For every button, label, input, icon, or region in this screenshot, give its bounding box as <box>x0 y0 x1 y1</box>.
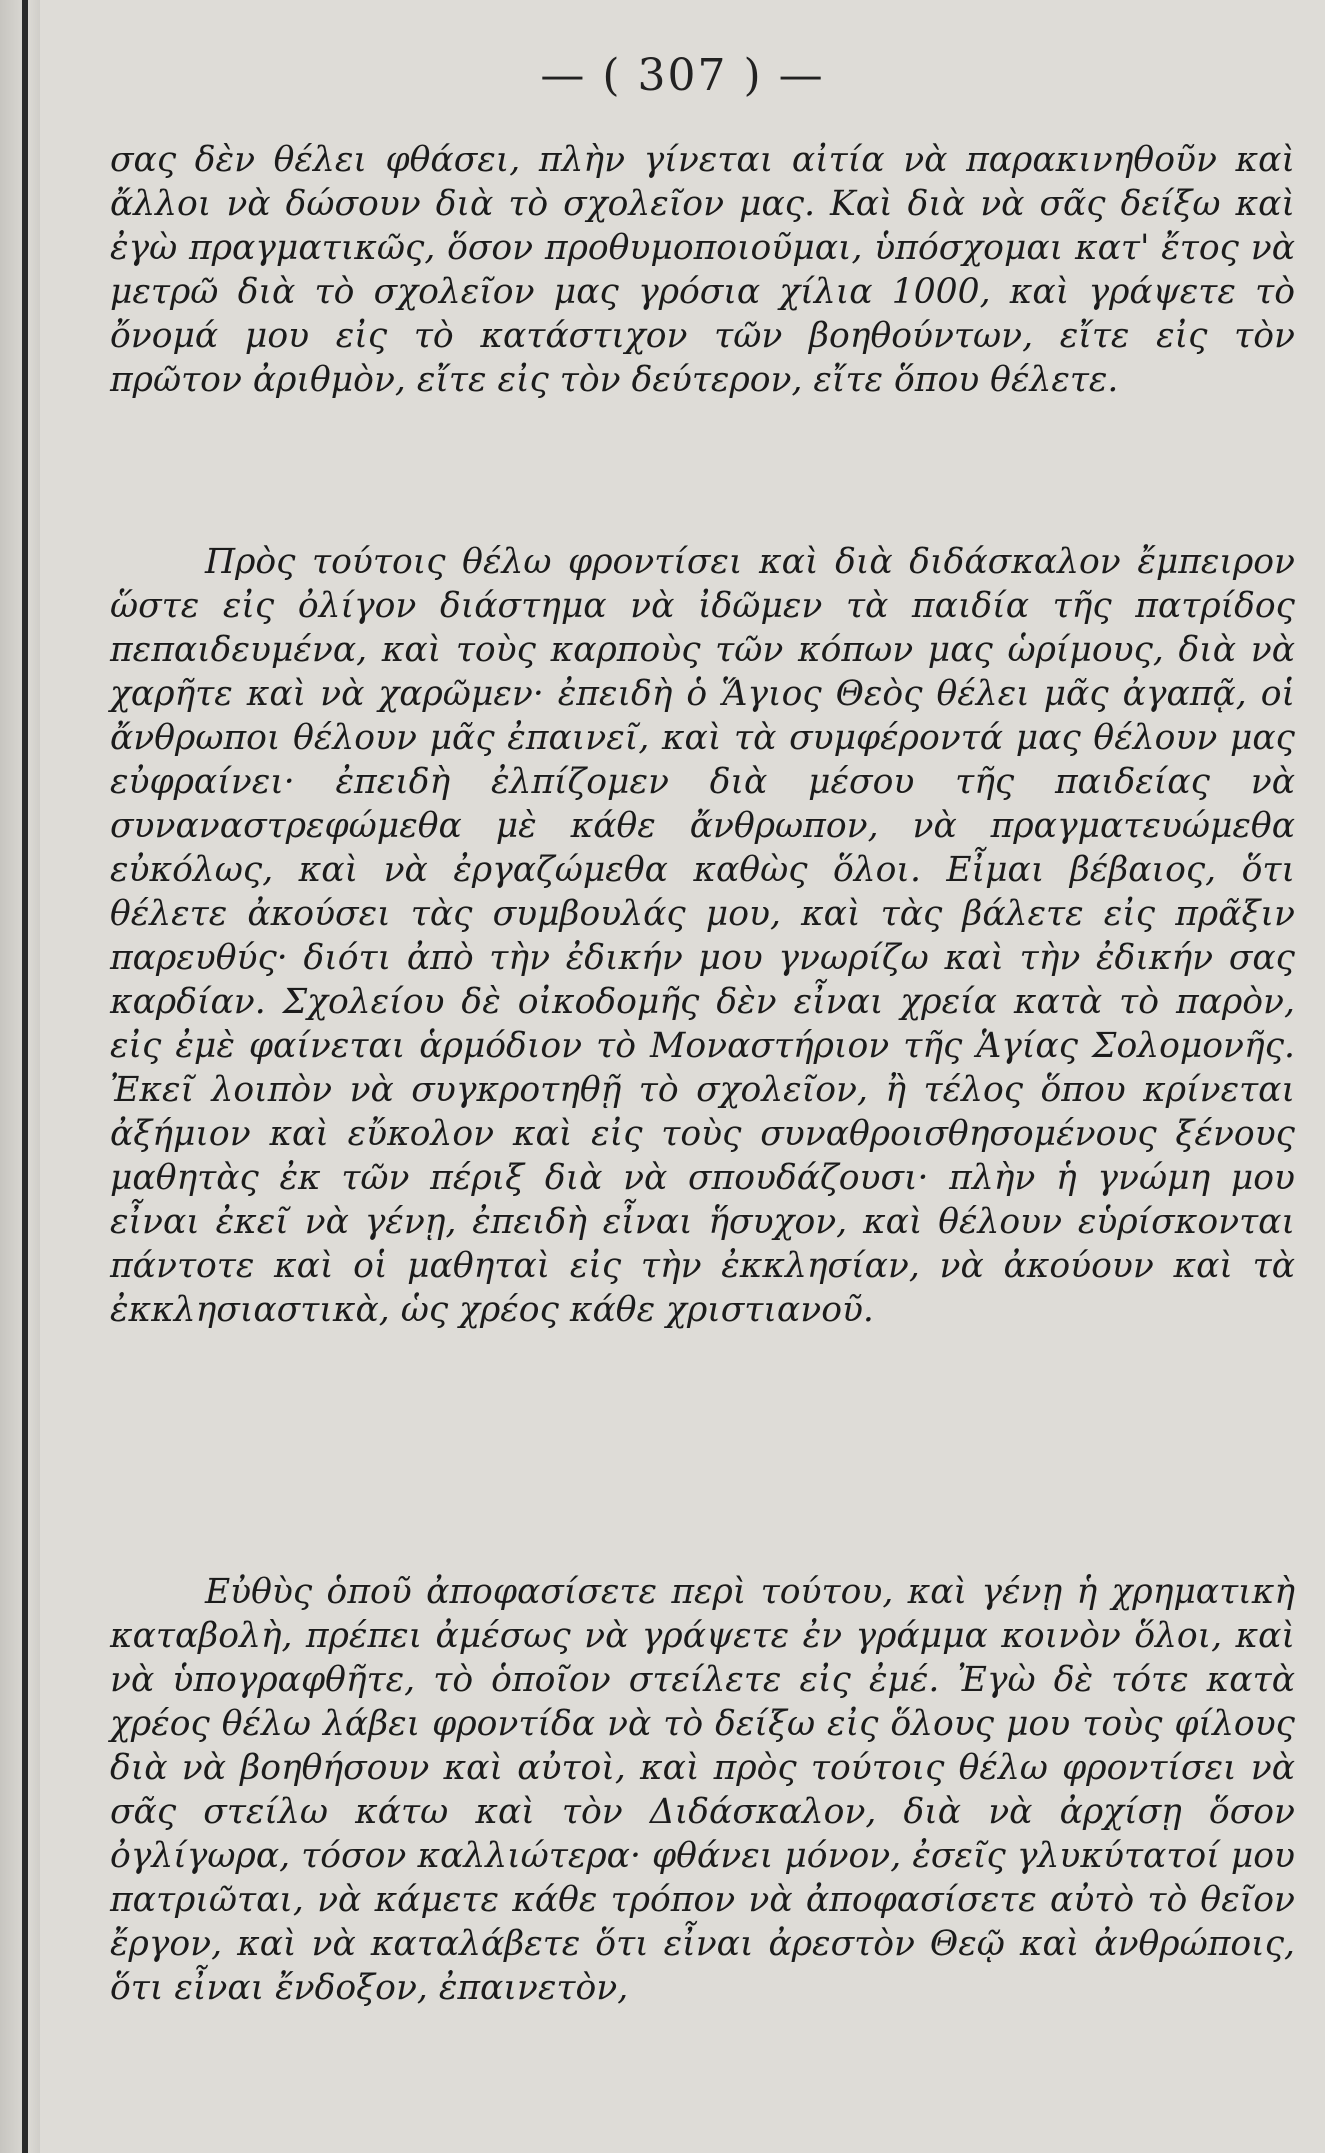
page-header: — ( 307 ) — <box>540 50 825 101</box>
paragraph-1-text: σας δὲν θέλει φθάσει, πλὴν γίνεται αἰτία νὰ παρακινηθοῦν καὶ ἄλλοι νὰ δώσουν διὰ τὸ σχολεῖον μας. Καὶ διὰ νὰ σᾶς δείξω καὶ ἐγὼ πραγματικῶς, ὅσον προθυμοποιοῦμαι, ὑπόσχομαι κατ' ἔτος νὰ μετρῶ διὰ τὸ σχολεῖον μας γρόσια χίλια 1000, καὶ γράψετε τὸ ὄνομά μου εἰς τὸ κατάστιχον τῶν βοηθούντων, εἴτε εἰς τὸν πρῶτον ἀριθμὸν, εἴτε εἰς τὸν δεύτερον, εἴτε ὅπου θέλετε. <box>110 140 1295 400</box>
paragraph-2 <box>110 540 1295 1332</box>
binding-edge <box>22 0 28 2153</box>
paragraph-2-text: Πρὸς τούτοις θέλω φροντίσει καὶ διὰ διδάσκαλον ἔμπειρον ὥστε εἰς ὀλίγον διάστημα νὰ ἰδῶμεν τὰ παιδία τῆς πατρίδος πεπαιδευμένα, καὶ τοὺς καρποὺς τῶν κόπων μας ὡρίμους, διὰ νὰ χαρῆτε καὶ νὰ χαρῶμεν· ἐπειδὴ ὁ Ἅγιος Θεὸς θέλει μᾶς ἀγαπᾷ, οἱ ἄνθρωποι θέλουν μᾶς ἐπαινεῖ, καὶ τὰ συμφέροντά μας θέλουν μας εὐφραίνει· ἐπειδὴ ἐλπίζομεν διὰ μέσου τῆς παιδείας νὰ συναναστρεφώμεθα μὲ κάθε ἄνθρωπον, νὰ πραγματευώμεθα εὐκόλως, καὶ νὰ ἐργαζώμεθα καθὼς ὅλοι. Εἶμαι βέβαιος, ὅτι θέλετε ἀκούσει τὰς συμβουλάς μου, καὶ τὰς βάλετε εἰς πρᾶξιν παρευθύς· διότι ἀπὸ τὴν ἐδικήν μου γνωρίζω καὶ τὴν ἐδικήν σας καρδίαν. Σχολείου δὲ οἰκοδομῆς δὲν εἶναι χρεία κατὰ τὸ παρὸν, εἰς ἐμὲ φαίνεται ἁρμόδιον τὸ Μοναστήριον τῆς Ἁγίας Σολομονῆς. Ἐκεῖ λοιπὸν νὰ συγκροτηθῇ τὸ σχολεῖον, ἢ τέλος ὅπου κρίνεται ἀξήμιον καὶ εὔκολον καὶ εἰς τοὺς συναθροισθησομένους ξένους μαθητὰς ἐκ τῶν πέριξ διὰ νὰ σπουδάζουσι· πλὴν ἡ γνώμη μου εἶναι ἐκεῖ νὰ γένῃ, ἐπειδὴ εἶναι ἥσυχον, καὶ θέλουν εὑρίσκονται πάντοτε καὶ οἱ μαθηταὶ εἰς τὴν ἐκκλησίαν, νὰ ἀκούουν καὶ τὰ ἐκκλησιαστικὰ, ὡς χρέος κάθε χριστιανοῦ. <box>110 542 1295 1330</box>
binding-gutter <box>0 0 40 2153</box>
paragraph-1 <box>110 138 1295 402</box>
book-page <box>40 0 1325 2153</box>
paragraph-3 <box>110 1570 1295 2010</box>
paragraph-3-text: Εὐθὺς ὁποῦ ἀποφασίσετε περὶ τούτου, καὶ γένῃ ἡ χρηματικὴ καταβολὴ, πρέπει ἀμέσως νὰ γράψετε ἐν γράμμα κοινὸν ὅλοι, καὶ νὰ ὑπογραφθῆτε, τὸ ὁποῖον στείλετε εἰς ἐμέ. Ἐγὼ δὲ τότε κατὰ χρέος θέλω λάβει φροντίδα νὰ τὸ δείξω εἰς ὅλους μου τοὺς φίλους διὰ νὰ βοηθήσουν καὶ αὐτοὶ, καὶ πρὸς τούτοις θέλω φροντίσει νὰ σᾶς στείλω κάτω καὶ τὸν Διδάσκαλον, διὰ νὰ ἀρχίσῃ ὅσον ὀγλίγωρα, τόσον καλλιώτερα· φθάνει μόνον, ἐσεῖς γλυκύτατοί μου πατριῶται, νὰ κάμετε κάθε τρόπον νὰ ἀποφασίσετε αὐτὸ τὸ θεῖον ἔργον, καὶ νὰ καταλάβετε ὅτι εἶναι ἀρεστὸν Θεῷ καὶ ἀνθρώποις, ὅτι εἶναι ἔνδοξον, ἐπαινετὸν, <box>110 1572 1295 2008</box>
